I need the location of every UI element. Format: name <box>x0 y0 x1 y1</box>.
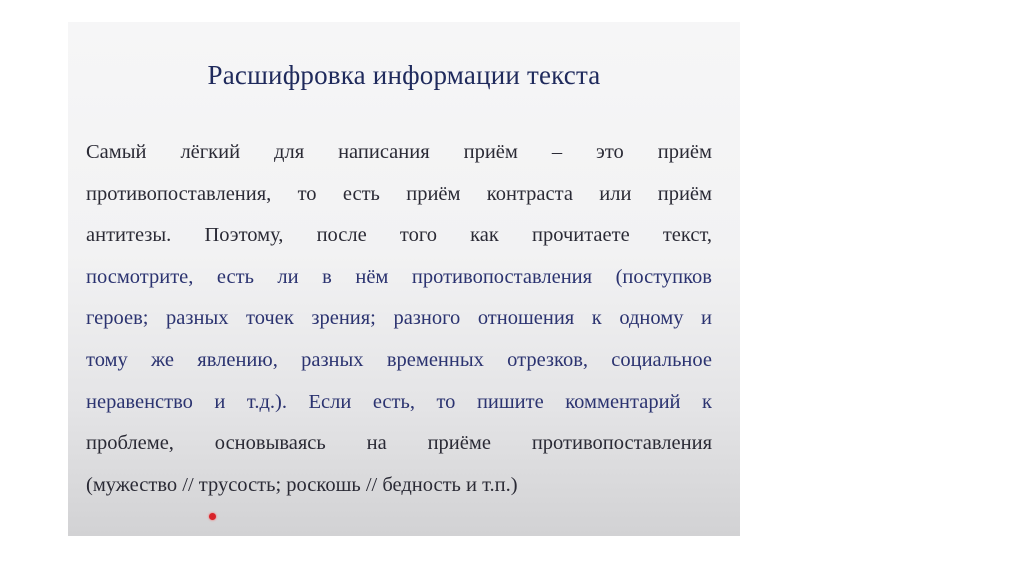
slide-title: Расшифровка информации текста <box>207 60 601 90</box>
body-line-9: (мужество // трусость; роскошь // бедность и т.п.) <box>86 473 518 496</box>
body-line-8: проблеме, основываясь на приёме противопоставления <box>86 432 712 455</box>
laser-pointer-dot <box>209 513 216 520</box>
slide-body-text <box>86 132 712 506</box>
body-line-5: героев; разных точек зрения; разного отношения к одному и <box>86 307 712 330</box>
slide <box>68 22 740 536</box>
body-line-3: антитезы. Поэтому, после того как прочитаете текст, <box>86 224 712 247</box>
body-line-1: Самый лёгкий для написания приём – это приём <box>86 141 712 163</box>
body-line-4: посмотрите, есть ли в нём противопоставления (поступков <box>86 265 712 288</box>
body-line-2: противопоставления, то есть приём контраста или приём <box>86 182 712 205</box>
body-line-7: неравенство и т.д.). Если есть, то пишите комментарий к <box>86 390 712 413</box>
body-line-6: тому же явлению, разных временных отрезков, социальное <box>86 348 712 371</box>
